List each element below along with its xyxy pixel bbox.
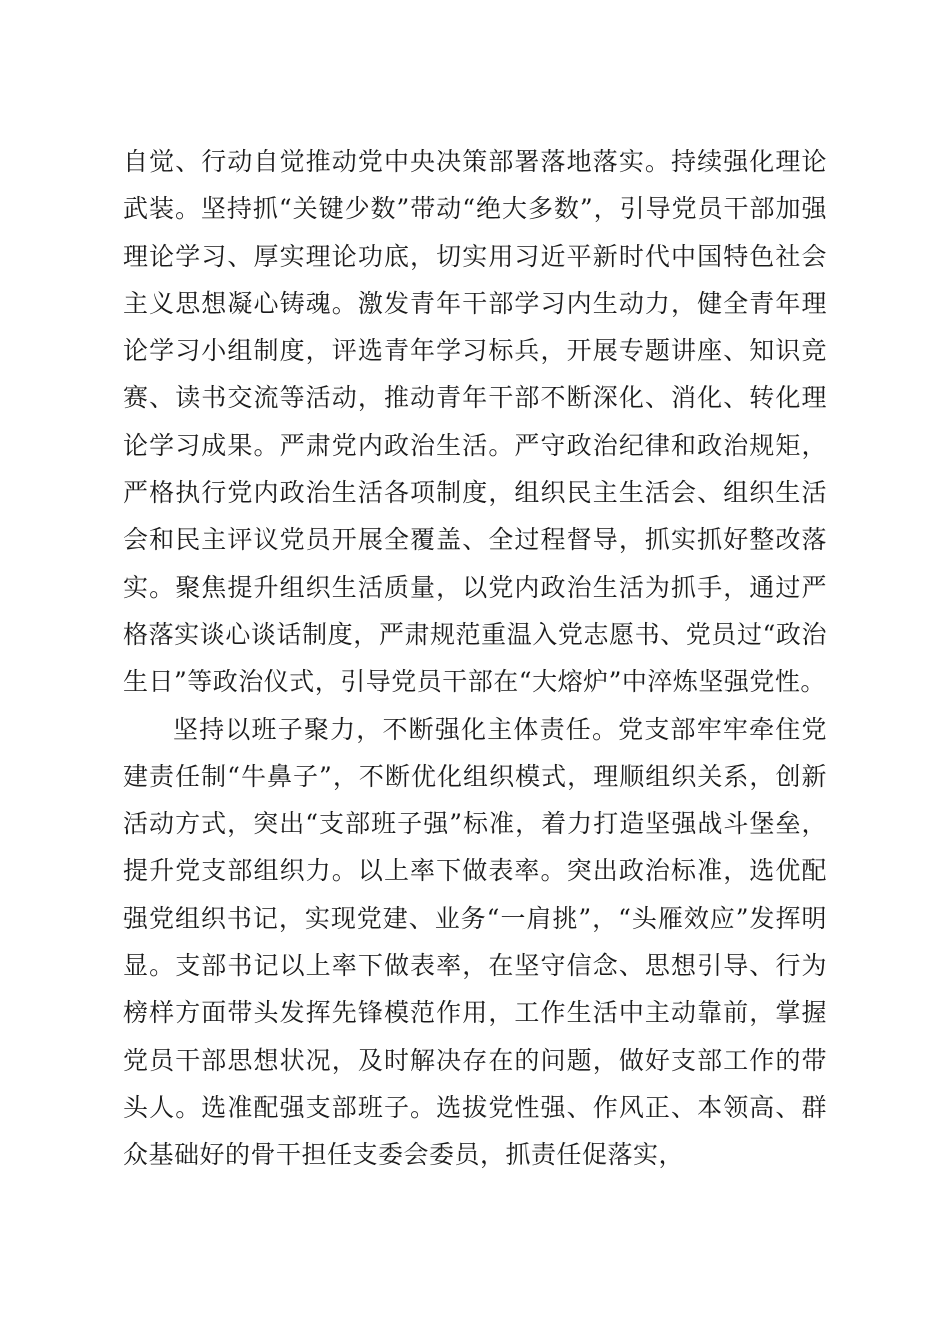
document-body — [123, 138, 827, 1179]
paragraph-continued: 自觉、行动自觉推动党中央决策部署落地落实。持续强化理论武装。坚持抓“关键少数”带动“绝大多数”，引导党员干部加强理论学习、厚实理论功底，切实用习近平新时代中国特色社会主义思想凝心铸魂。激发青年干部学习内生动力，健全青年理论学习小组制度，评选青年学习标兵，开展专题讲座、知识竞赛、读书交流等活动，推动青年干部不断深化、消化、转化理论学习成果。严肃党内政治生活。严守政治纪律和政治规矩，严格执行党内政治生活各项制度，组织民主生活会、组织生活会和民主评议党员开展全覆盖、全过程督导，抓实抓好整改落实。聚焦提升组织生活质量，以党内政治生活为抓手，通过严格落实谈心谈话制度，严肃规范重温入党志愿书、党员过“政治生日”等政治仪式，引导党员干部在“大熔炉”中淬炼坚强党性。 — [123, 147, 827, 697]
paragraph-team-cohesion: 坚持以班子聚力，不断强化主体责任。党支部牢牢牵住党建责任制“牛鼻子”，不断优化组织模式，理顺组织关系，创新活动方式，突出“支部班子强”标准，着力打造坚强战斗堡垒，提升党支部组织力。以上率下做表率。突出政治标准，选优配强党组织书记，实现党建、业务“一肩挑”，“头雁效应”发挥明显。支部书记以上率下做表率，在坚守信念、思想引导、行为榜样方面带头发挥先锋模范作用，工作生活中主动靠前，掌握党员干部思想状况，及时解决存在的问题，做好支部工作的带头人。选准配强支部班子。选拔党性强、作风正、本领高、群众基础好的骨干担任支委会委员，抓责任促落实， — [123, 714, 827, 1170]
